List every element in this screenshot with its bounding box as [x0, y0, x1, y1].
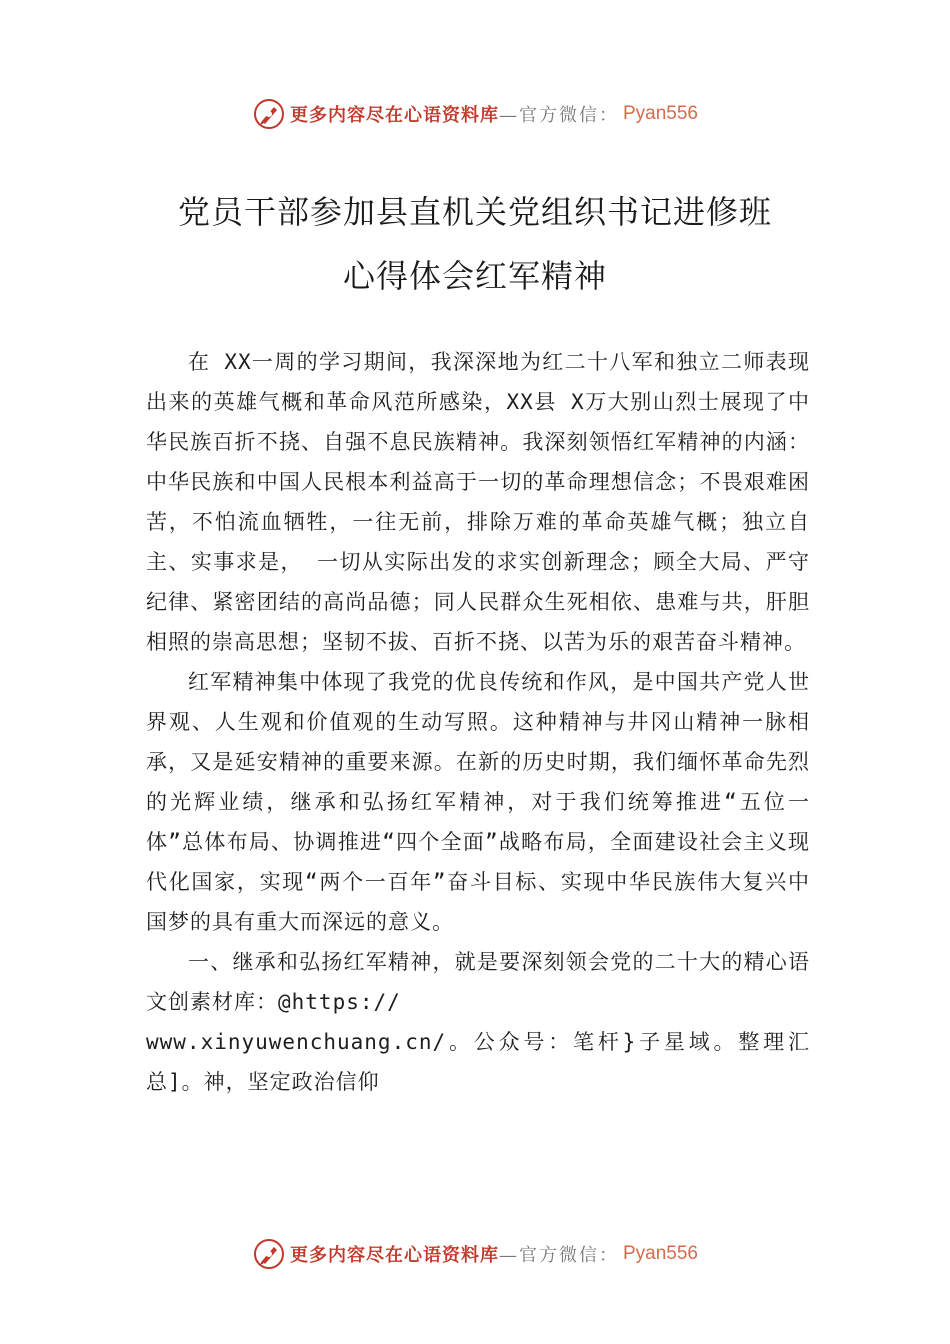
- watermark-wechat-id: Pyan556: [622, 1243, 698, 1264]
- paragraph-2: 红军精神集中体现了我党的优良传统和作风，是中国共产党人世界观、人生观和价值观的生动写照。这种精神与井冈山精神一脉相承，又是延安精神的重要来源。在新的历史时期，我们缅怀革命先烈的光辉业绩，继承和弘扬红军精神，对于我们统筹推进“五位一体”总体布局、协调推进“四个全面”战略布局，全面建设社会主义现代化国家，实现“两个一百年”奋斗目标、实现中华民族伟大复兴中国梦的具有重大而深远的意义。: [146, 670, 810, 934]
- watermark-banner-top: [0, 92, 950, 136]
- watermark-text-grey: —官方微信：: [498, 105, 619, 126]
- paragraph-1: 在 XX一周的学习期间，我深深地为红二十八军和独立二师表现出来的英雄气概和革命风范所感染，XX县 X万大别山烈士展现了中华民族百折不挠、自强不息民族精神。我深刻领悟红军精神的内涵：中华民族和中国人民根本利益高于一切的革命理想信念；不畏艰难困苦，不怕流血牺牲，一往无前，排除万难的革命英雄气概；独立自主、实事求是， 一切从实际出发的求实创新理念；顾全大局、严守纪律、紧密团结的高尚品德；同人民群众生死相依、患难与共，肝胆相照的崇高思想；坚韧不拔、百折不挠、以苦为乐的艰苦奋斗精神。: [146, 350, 810, 654]
- quill-pen-logo-icon: [252, 1237, 286, 1271]
- watermark-text-red: 更多内容尽在心语资料库: [289, 1245, 499, 1266]
- paragraph-3-continuation: www.xinyuwenchuang.cn/。公众号：笔杆}子星域。整理汇总]。神，坚定政治信仰: [146, 1030, 810, 1094]
- watermark-banner-bottom: [0, 1232, 950, 1276]
- title-line-2: 心得体会红军精神: [342, 257, 607, 295]
- watermark-text-grey: —官方微信：: [498, 1245, 619, 1266]
- paragraph-3: 一、继承和弘扬红军精神，就是要深刻领会党的二十大的精心语文创素材库：@https://: [146, 950, 810, 1014]
- document-title: [0, 180, 950, 308]
- quill-pen-logo-icon: [252, 97, 286, 131]
- title-line-1: 党员干部参加县直机关党组织书记进修班: [177, 193, 772, 231]
- watermark-text-red: 更多内容尽在心语资料库: [289, 105, 499, 126]
- document-body: [146, 342, 810, 1102]
- watermark-wechat-id: Pyan556: [622, 103, 698, 124]
